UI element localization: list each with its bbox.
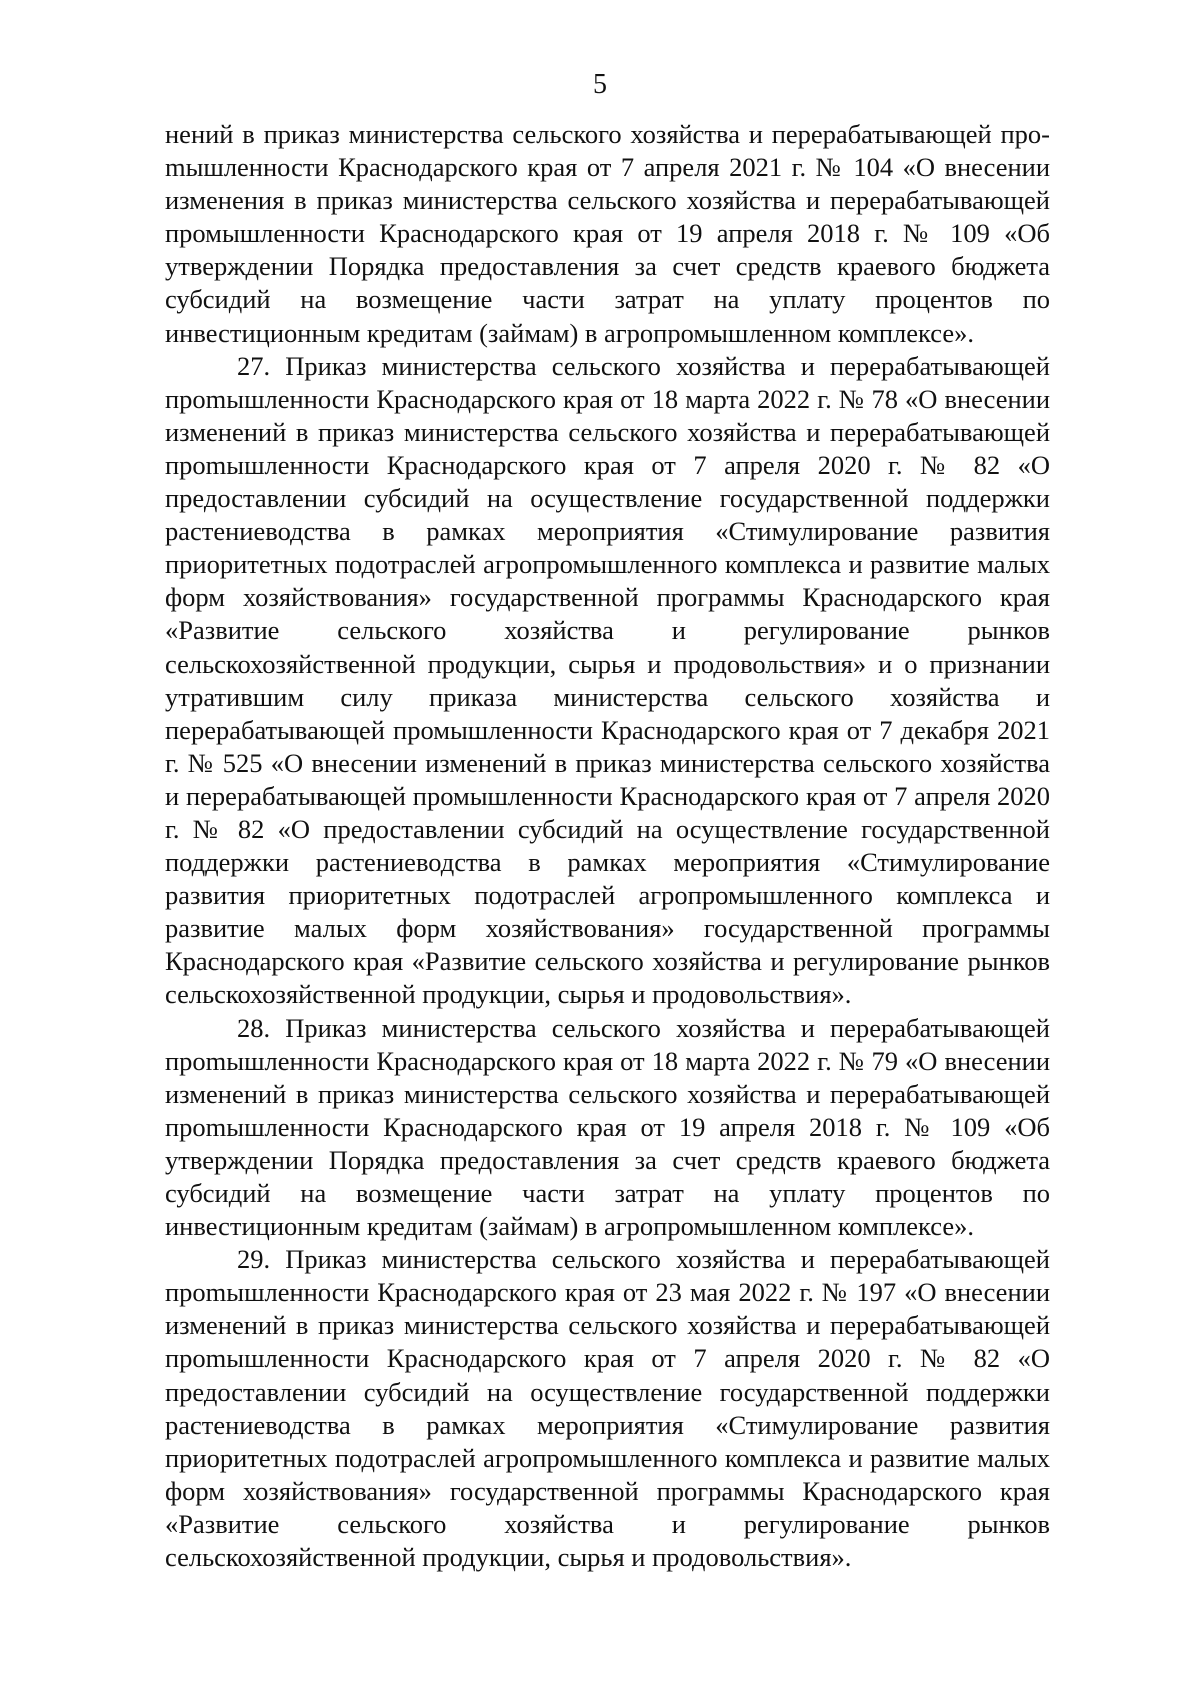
document-body bbox=[165, 118, 1050, 1574]
page-number: 5 bbox=[593, 69, 607, 100]
paragraph-item-27: 27. Приказ министерства сельского хозяйства и перерабатывающей проmышленности Краснодарского края от 18 марта 2022 г. № 78 «О внесении изменений в приказ министерства сельского хозяйства и перерабатывающей проmышленности Краснодарского края от 7 апреля 2020 г. № 82 «О предоставлении субсидий на осуществление государственной поддержки растениеводства в рамках мероприятия «Стимулирование развития приоритетных подотраслей агропромышленного комплекса и развитие малых форм хозяйствования» государственной программы Краснодарского края «Развитие сельского хозяйства и регулирование рынков сельскохозяйственной продукции, сырья и продовольствия» и о признании утратившим силу приказа министерства сельского хозяйства и перерабатывающей промышленности Краснодарского края от 7 декабря 2021 г. № 525 «О внесении изменений в приказ министерства сельского хозяйства и перерабатывающей промышленности Краснодарского края от 7 апреля 2020 г. № 82 «О предоставлении субсидий на осуществление государственной поддержки растениеводства в рамках мероприятия «Стимулирование развития приоритетных подотраслей агропромышленного комплекса и развитие малых форм хозяйствования» государственной программы Краснодарского края «Развитие сельского хозяйства и регулирование рынков сельскохозяйственной продукции, сырья и продовольствия». bbox=[165, 350, 1050, 1010]
paragraph-continuation: нений в приказ министерства сельского хозяйства и перерабатывающей проmышленности Краснодарского края от 7 апреля 2021 г. № 104 «О внесении изменения в приказ министерства сельского хозяйства и перерабатывающей промышленности Краснодарского края от 19 апреля 2018 г. № 109 «Об утверждении Порядка предоставления за счет средств краевого бюджета субсидий на возмещение части затрат на уплату процентов по инвестиционным кредитам (займам) в агропромышленном комплексе». bbox=[165, 119, 1050, 348]
paragraph-item-29: 29. Приказ министерства сельского хозяйства и перерабатывающей проmышленности Краснодарского края от 23 мая 2022 г. № 197 «О внесении изменений в приказ министерства сельского хозяйства и перерабатывающей проmышленности Краснодарского края от 7 апреля 2020 г. № 82 «О предоставлении субсидий на осуществление государственной поддержки растениеводства в рамках мероприятия «Стимулирование развития приоритетных подотраслей агропромышленного комплекса и развитие малых форм хозяйствования» государственной программы Краснодарского края «Развитие сельского хозяйства и регулирование рынков сельскохозяйственной продукции, сырья и продовольствия». bbox=[165, 1244, 1050, 1573]
paragraph-item-28: 28. Приказ министерства сельского хозяйства и перерабатывающей проmышленности Краснодарского края от 18 марта 2022 г. № 79 «О внесении изменений в приказ министерства сельского хозяйства и перерабатывающей проmышленности Краснодарского края от 19 апреля 2018 г. № 109 «Об утверждении Порядка предоставления за счет средств краевого бюджета субсидий на возмещение части затрат на уплату процентов по инвестиционным кредитам (займам) в агропромышленном комплексе». bbox=[165, 1012, 1050, 1242]
